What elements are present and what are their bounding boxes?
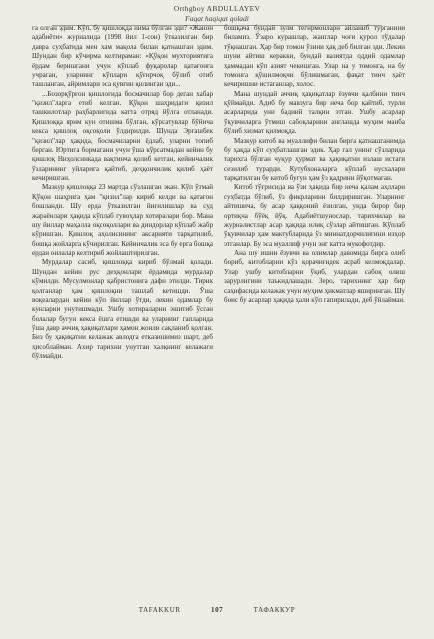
paragraph: га олган эдим. Кўп, бу қишлоқда нима бўлган эди? «Жанон адабиёти» журналида (1998 йил 1-сон) ўтказилган бир давра суҳбатида мен хам мақола билан қатнашган эдим. Шундан бир кўчирма келтираман: «Қўқон мухториятига ёрдам беришгани учун кўплаб фуқаролар қатағонга учраган, уларнинг кўплари қўғирчоқ бўлиб отиб ташланган, айримлари эса қувғин қилинган эди... — [32, 24, 213, 89]
header-subtitle: Faqat haqiqat qoladi — [185, 14, 249, 23]
paragraph: ...Бозорқўрғон қишлоғида босмачилар бор деган хабар "қизил"ларга етиб келган. Қўқон шаҳридаги қизил ташкилотлар раҳбарлигида катта отряд йўлга отланади. Қишлоққа ярим кун отишма бўлган, кўрсатувлар бўйича кекса қишлоқ оқсоқоли ўлдирилди. Шунда Эргашбек "қизил"лар ҳақида, босмачиларни ёдлаб, уларни топиб берган. Юртига бормагани учун ўша кўрсатмадан кейин бу қишлоқ Ниҳолсинкада вақтинча қолиб кетган, кейинчалик ўзларининг уйларига қайтиб, деҳқончилик қилиб ҳаёт кечиришган. — [32, 89, 213, 182]
left-column — [32, 24, 213, 599]
paragraph: Мазкур китоб ва муаллифи билан бирга қатнашганимда бу ҳақда кўп суҳбатлашган эдик. Ҳар гал унинг сўзларида тарихга бўлган чуқур ҳурмат ва ҳақиқатни излаш истаги сезилиб турарди. Кутубхоналарга кўплаб нусхалари тарқатилган бу китоб бугун ҳам ўз қадрини йўқотмаган. — [224, 136, 405, 182]
page-footer — [0, 606, 434, 614]
page-number: 107 — [210, 606, 224, 614]
paragraph: Мазкур қишлоққа 23 мартда сўзлашган экан. Кўп ўтмай Қўқон шаҳрига ҳам "қизил"лар кириб келди ва қатағон бошланди. Шу ерда ўтказилган йиғилишлар ва суд жараёнлари ҳақида кўплаб гувоҳлар хотиралари бор. Мана шу йиллар маҳалла оқсоқоллари ва диндорлар кўплаб жабр кўришган. Қишлоқ аҳолисининг аксарияти тарқатилиб, бошқа жойларга кўчирилган. Кейинчалик эса бу ерга бошқа ердан оилалар келтириб жойлаштирилган. — [32, 183, 213, 257]
footer-magazine-cyrillic: ТАФАККУР — [253, 606, 296, 614]
right-column — [224, 24, 405, 599]
paragraph: Ана шу ишни ёзувчи ва олимлар давомида бирга олиб бориб, китобларни кўз қорачиғидек асраб келмоқдалар. Улар ушбу китобларни ўқиб, улардан сабоқ олиш зарурлигини таъкидлашади. Зеро, тарихнинг ҳар бир саҳифасида келажак учун муҳим ҳикматлар яширинган. Шу боис бу асарлар ҳақида ҳали кўп гапирилади, деб ўйлайман. — [224, 249, 405, 304]
paragraph: Мурдалар сасиб, қишлоққа кириб бўлмай қолади. Шундан кейин рус деҳқонлари ёрдамида мурдалар кўмилди. Мусулмонлар қабристонига дафн этилди. Тирик қолганлар ҳам қишлоқни ташлаб кетишди. Ўша воқеалардан кейин кўп йиллар ўтди, лекин одамлар бу кунларни унутишмади. Ушбу хотираларни эшитиб ўсган болалар бугун кекса ёшга етишди ва уларнинг гапларида ўша давр аччиқ ҳақиқатлари ҳамон жонли сақланиб қолган. Биз бу ҳақиқатни келажак авлодга етказишимиз шарт, деб ҳисоблайман. Ахир тарихни унутган халқнинг келажаги бўлмайди. — [32, 258, 213, 361]
paragraph: бошқача бундай зулм тегирмонлари айланиб турганини биламиз. Ўзаро курашлар, жанглар чоғи қурол тўдалар тўқнашган. Ҳар бир томон ўзини ҳақ деб билган эди. Лекин шуни айтиш керакки, бундай вазиятда оддий одамлар ҳаммадан кўп азият чекишган. Улар на у томонга, на бу томонга қўшилмоқчи бўлишмаган, фақат тинч ҳаёт кечиришни истаганлар, холос. — [224, 24, 405, 89]
paragraph: Мана шундай аччиқ ҳақиқатлар ёзувчи қалбини тинч қўймайди. Адиб бу мавзуга бир неча бор қайтиб, турли асарларида уни бадиий талқин этган. Ушбу асарлар ўқувчиларга ўтмиш сабоқларини англашда муҳим манба бўлиб хизмат қилмоқда. — [224, 89, 405, 136]
page-header — [0, 4, 434, 26]
footer-magazine-latin: TAFAKKUR — [138, 606, 181, 614]
paragraph: Китоб тўғрисида ва ўзи ҳақида бир неча қалам аҳллари суҳбатда бўлиб, ўз фикрларини билдиришган. Уларнинг айтишича, бу асар ҳаққоний ёзилган, унда бирор бир ортиқча бўёқ йўқ. Адабиётшунослар, тарихчилар ва журналистлар асар ҳақида илиқ сўзлар айтишган. Кўплаб ўқувчилар ҳам мактубларида ўз миннатдорчилигини изҳор этганлар. Бу эса муаллиф учун энг катта мукофотдир. — [224, 183, 405, 248]
header-author: Orthgboy ABDULLAYEV — [173, 4, 261, 13]
